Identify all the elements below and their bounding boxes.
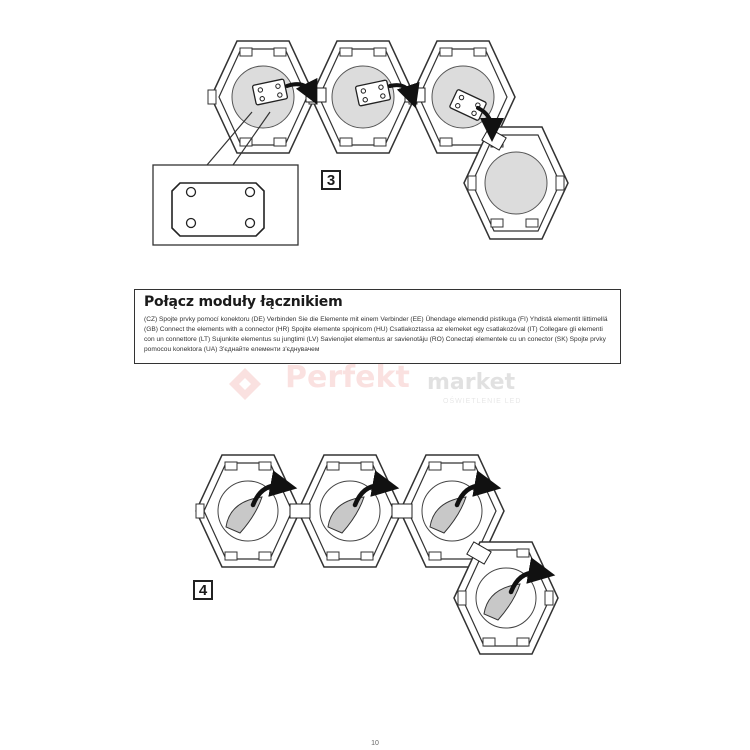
step-3-badge: 3 [321,170,341,190]
instruction-text: (CZ) Spojte prvky pomocí konektoru (DE) Verbinden Sie die Elemente mit einem Verbinder (EE) Ühendage elemendid pistikuga (FI) Yhdistä elementit liittimellä (GB) Connect the elements with a connector (HR) Spojite elemente spojnicom (HU) Csatlakoztassa az elemeket egy csatlakozóval (IT) Collegare gli elementi con un connettore (LT) Sujunkite elementus su jungtimi (LV) Savienojiet elementus ar savienotāju (RO) Conectați elementele cu un conector (SK) Spojte prvky pomocou konektora (UA) З'єднайте елементи з'єднувачем [144,316,608,354]
instruction-title: Połącz moduły łącznikiem [144,294,343,310]
hex-module [196,455,300,567]
step-4-badge: 4 [193,580,213,600]
instruction-box [134,289,621,364]
watermark-brand-part2: market [427,370,516,395]
hex-module [298,455,402,567]
watermark-tagline: OŚWIETLENIE LED [443,398,522,405]
page-number: 10 [371,740,379,747]
watermark-brand-part1: Perfekt [285,360,410,395]
